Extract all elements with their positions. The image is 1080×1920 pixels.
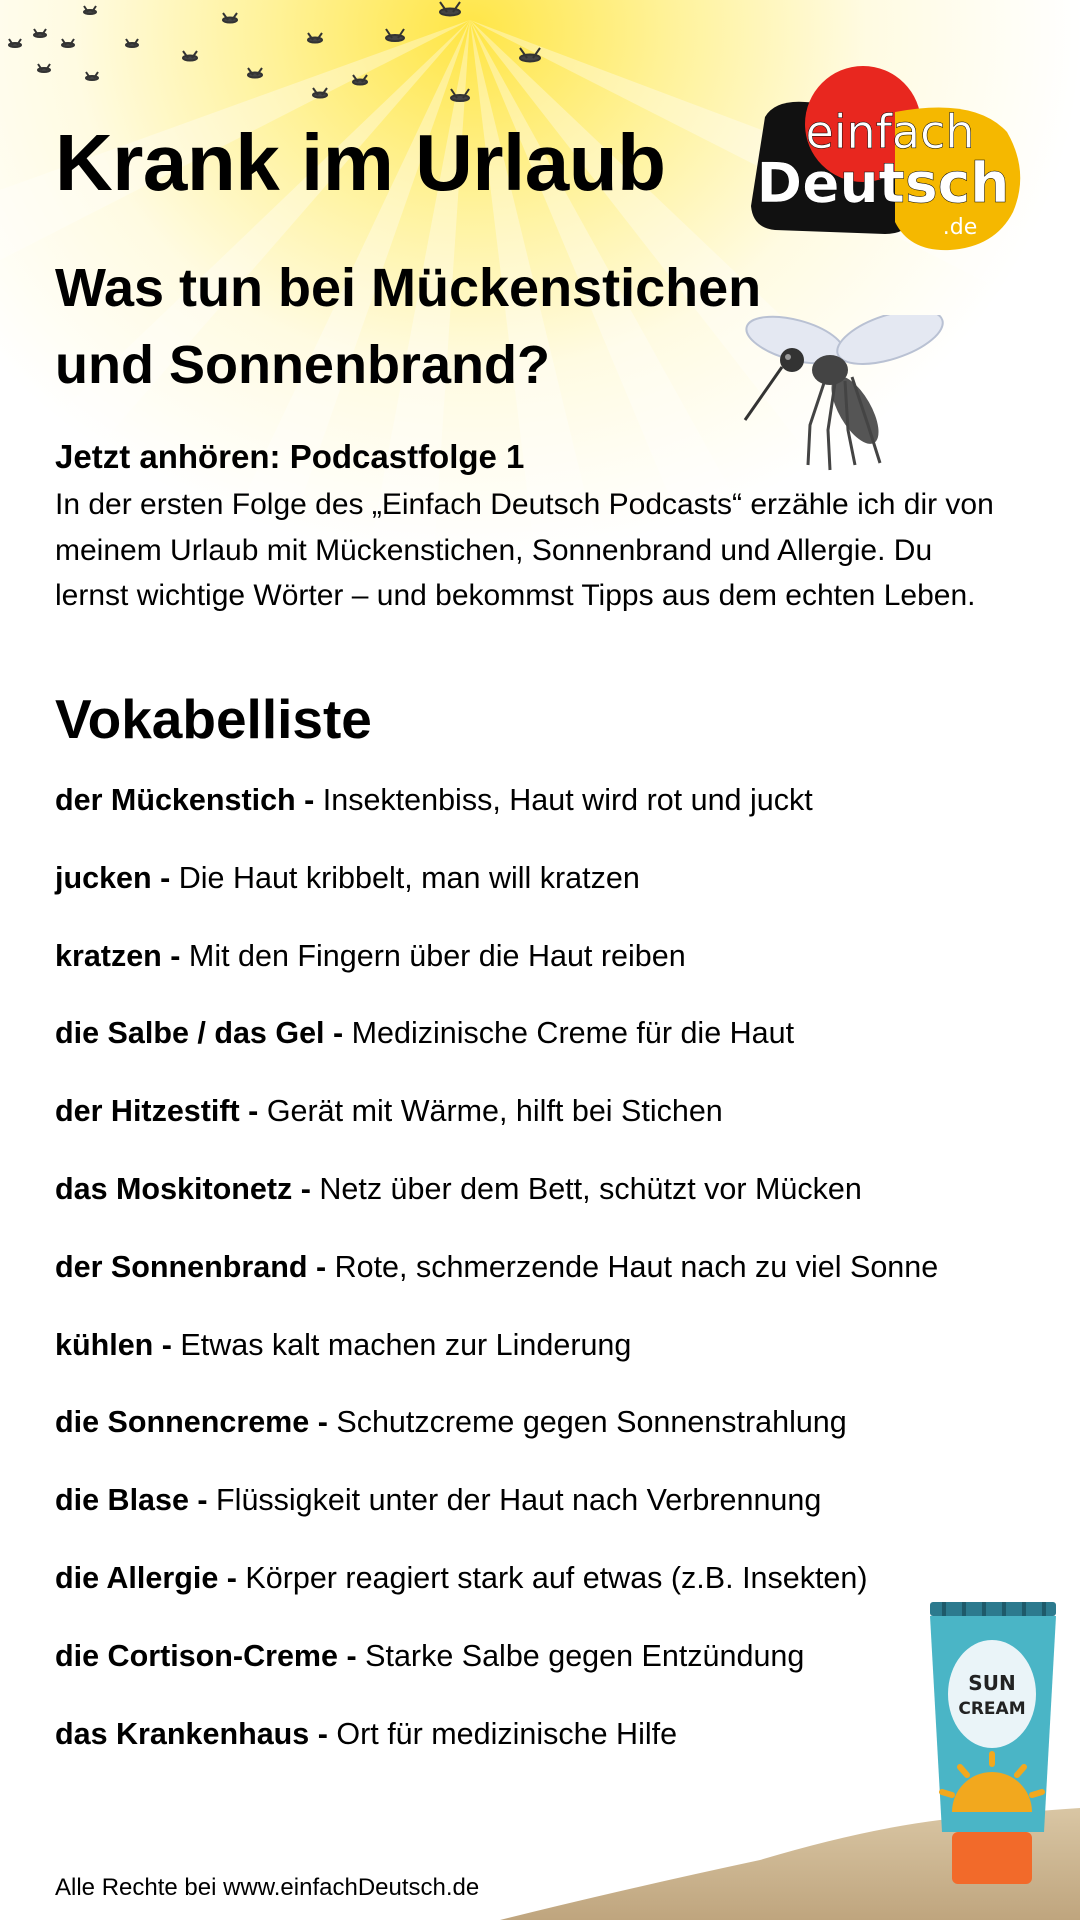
vocab-definition: Mit den Fingern über die Haut reiben xyxy=(180,938,686,973)
vocab-term: der Hitzestift - xyxy=(55,1094,259,1129)
vocab-item xyxy=(55,1560,938,1638)
footer-copyright: Alle Rechte bei www.einfachDeutsch.de xyxy=(55,1874,480,1901)
logo-line1: einfach xyxy=(805,105,975,159)
vocab-term: die Allergie - xyxy=(55,1560,237,1595)
sun-cream-line1: SUN xyxy=(968,1671,1016,1695)
vocab-definition: Medizinische Creme für die Haut xyxy=(343,1016,795,1051)
vocab-term: die Sonnencreme - xyxy=(55,1405,328,1440)
vocab-term: der Mückenstich - xyxy=(55,783,315,817)
vocab-term: kühlen - xyxy=(55,1327,172,1362)
podcast-description: In der ersten Folge des „Einfach Deutsch Podcasts“ erzähle ich dir von meinem Urlaub mit Mückenstichen, Sonnenbrand und Allergie. Du lernst wichtige Wörter – und bekommst Tipps aus dem echten Leben. xyxy=(55,488,994,612)
page-subtitle xyxy=(55,250,761,404)
vocab-item xyxy=(55,1482,938,1560)
logo-suffix: .de xyxy=(942,215,978,240)
vocab-definition: Rote, schmerzende Haut nach zu viel Sonne xyxy=(326,1249,939,1284)
vocab-definition: Körper reagiert stark auf etwas (z.B. Insekten) xyxy=(236,1560,868,1595)
vocab-heading: Vokabelliste xyxy=(55,688,372,750)
vocab-item xyxy=(55,1171,938,1249)
subtitle-line-2: und Sonnenbrand? xyxy=(55,335,550,395)
vocab-term: jucken - xyxy=(55,860,171,895)
vocab-item xyxy=(55,1716,938,1794)
vocab-term: das Moskitonetz - xyxy=(55,1171,311,1206)
vocab-term: die Salbe / das Gel - xyxy=(55,1016,344,1051)
vocab-definition: Ort für medizinische Hilfe xyxy=(327,1716,678,1751)
vocab-term: das Krankenhaus - xyxy=(55,1716,328,1751)
vocab-definition: Starke Salbe gegen Entzündung xyxy=(356,1638,805,1673)
vocab-item xyxy=(55,1249,938,1327)
vocab-definition: Schutzcreme gegen Sonnenstrahlung xyxy=(327,1405,847,1440)
vocab-term: der Sonnenbrand - xyxy=(55,1249,327,1284)
vocab-definition: Insektenbiss, Haut wird rot und juckt xyxy=(314,783,813,817)
einfach-deutsch-logo xyxy=(745,62,1025,262)
vocab-item xyxy=(55,860,938,938)
vocab-definition: Gerät mit Wärme, hilft bei Stichen xyxy=(258,1094,723,1129)
vocab-definition: Etwas kalt machen zur Linderung xyxy=(171,1327,632,1362)
vocab-item xyxy=(55,782,938,860)
vocab-definition: Die Haut kribbelt, man will kratzen xyxy=(170,860,640,895)
vocab-item xyxy=(55,1638,938,1716)
vocab-list xyxy=(55,782,938,1793)
vocab-definition: Netz über dem Bett, schützt vor Mücken xyxy=(310,1171,862,1206)
vocab-item xyxy=(55,1015,938,1093)
mosquito-icon xyxy=(740,315,970,475)
vocab-item xyxy=(55,1093,938,1171)
vocab-item xyxy=(55,1327,938,1405)
podcast-heading: Jetzt anhören: Podcastfolge 1 xyxy=(55,438,525,475)
vocab-term: die Cortison-Creme - xyxy=(55,1638,357,1673)
vocab-definition: Flüssigkeit unter der Haut nach Verbrennung xyxy=(207,1483,822,1518)
sun-cream-line2: CREAM xyxy=(958,1699,1026,1719)
vocab-term: kratzen - xyxy=(55,938,181,973)
vocab-item xyxy=(55,938,938,1016)
page-title: Krank im Urlaub xyxy=(55,118,666,207)
vocab-term: die Blase - xyxy=(55,1483,208,1518)
logo-line2: Deutsch xyxy=(756,151,1010,215)
subtitle-line-1: Was tun bei Mückenstichen xyxy=(55,258,762,318)
vocab-item xyxy=(55,1404,938,1482)
